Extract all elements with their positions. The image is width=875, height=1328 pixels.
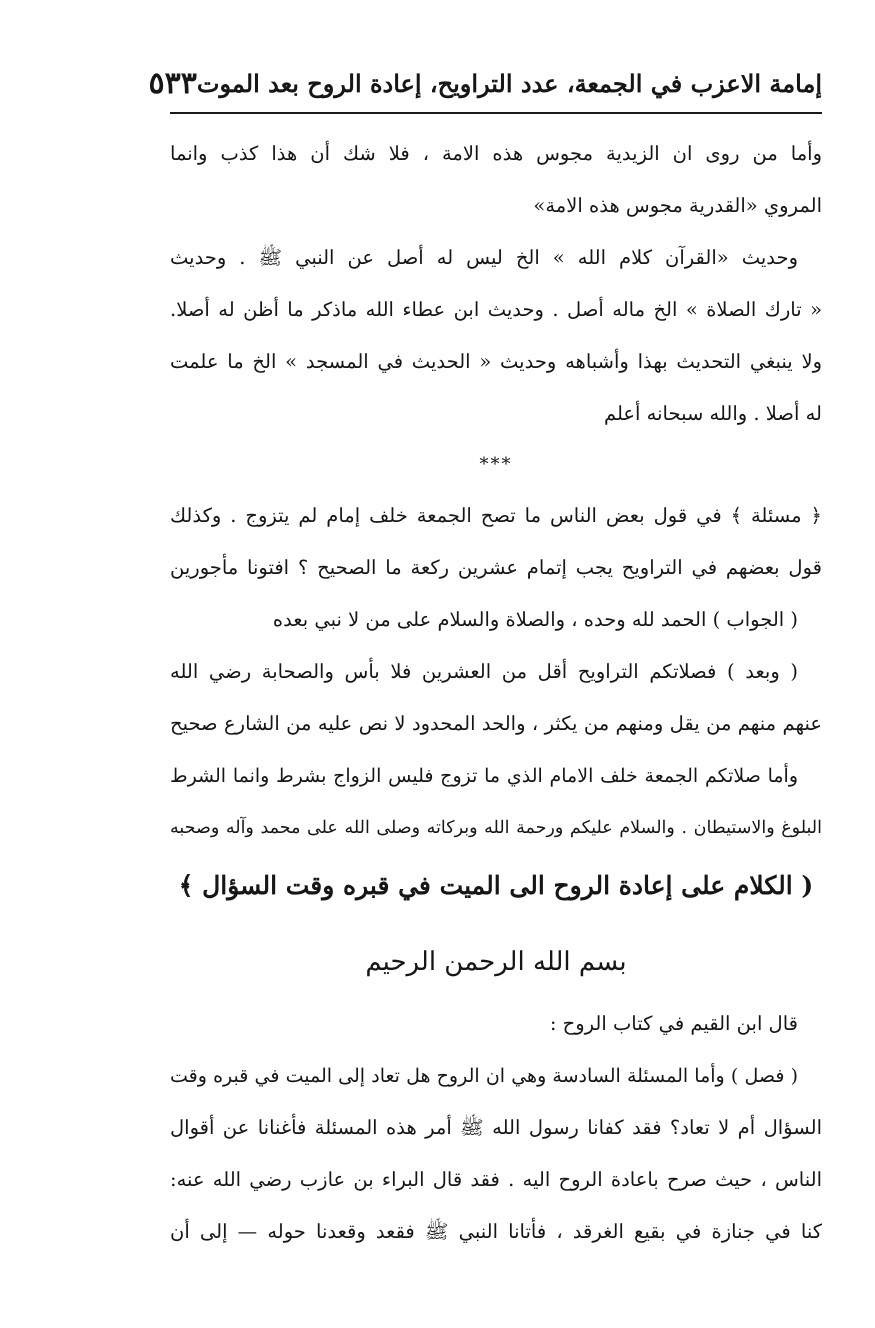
running-header bbox=[148, 58, 822, 108]
section-heading: ( الكلام على إعادة الروح الى الميت في قبره وقت السؤال ﴾ bbox=[178, 871, 814, 900]
text-line: المروي «القدرية مجوس هذه الامة» bbox=[533, 194, 822, 217]
quoted-text-line: كنا في جنازة في بقيع الغرقد ، فأتانا النبي ﷺ فقعد وقعدنا حوله — إلى أن bbox=[170, 1220, 822, 1243]
quoted-text-line: ( فصل ) وأما المسئلة السادسة وهي ان الروح هل تعاد إلى الميت في قبره وقت bbox=[170, 1065, 798, 1087]
answer-line: ( وبعد ) فصلاتكم التراويح أقل من العشرين فلا بأس والصحابة رضي الله bbox=[170, 660, 798, 683]
text-line: ولا ينبغي التحديث بهذا وأشباهه وحديث « الحديث في المسجد » الخ ما علمت bbox=[170, 350, 822, 373]
quoted-text-line: الناس ، حيث صرح باعادة الروح اليه . فقد قال البراء بن عازب رضي الله عنه: bbox=[170, 1168, 822, 1191]
answer-line: عنهم منهم من يقل ومنهم من يكثر ، والحد المحدود لا نص عليه من الشارع صحيح bbox=[170, 712, 822, 735]
answer-line: البلوغ والاستيطان . والسلام عليكم ورحمة الله وبركاته وصلى الله على محمد وآله وصحبه bbox=[170, 818, 822, 838]
quoted-text-line: السؤال أم لا تعاد؟ فقد كفانا رسول الله ﷺ أمر هذه المسئلة فأغنانا عن أقوال bbox=[170, 1116, 822, 1139]
text-line: وأما من روى ان الزيدية مجوس هذه الامة ، فلا شك أن هذا كذب وانما bbox=[170, 142, 822, 165]
answer-opening: ( الجواب ) الحمد لله وحده ، والصلاة والسلام على من لا نبي بعده bbox=[272, 608, 798, 631]
header-rule bbox=[170, 112, 822, 114]
page-number: ٥٣٣ bbox=[148, 65, 197, 101]
citation-line: قال ابن القيم في كتاب الروح : bbox=[549, 1012, 798, 1035]
text-line: وحديث «القرآن كلام الله » الخ ليس له أصل عن النبي ﷺ . وحديث bbox=[170, 246, 798, 269]
basmala: بسم الله الرحمن الرحيم bbox=[365, 947, 627, 977]
question-line: ﴿ مسئلة ﴾ في قول بعض الناس ما تصح الجمعة خلف إمام لم يتزوج . وكذلك bbox=[170, 504, 822, 527]
answer-line: وأما صلاتكم الجمعة خلف الامام الذي ما تزوج فليس الزواج بشرط وانما الشرط bbox=[170, 765, 798, 787]
text-line: « تارك الصلاة » الخ ماله أصل . وحديث ابن عطاء الله ماذكر ما أظن له أصلا. bbox=[170, 298, 822, 321]
section-separator: *** bbox=[479, 454, 513, 475]
text-line: له أصلا . والله سبحانه أعلم bbox=[603, 402, 822, 425]
running-title: إمامة الاعزب في الجمعة، عدد التراويح، إعادة الروح بعد الموت bbox=[196, 68, 822, 98]
question-line: قول بعضهم في التراويح يجب إتمام عشرين ركعة ما الصحيح ؟ افتونا مأجورين bbox=[170, 556, 822, 579]
